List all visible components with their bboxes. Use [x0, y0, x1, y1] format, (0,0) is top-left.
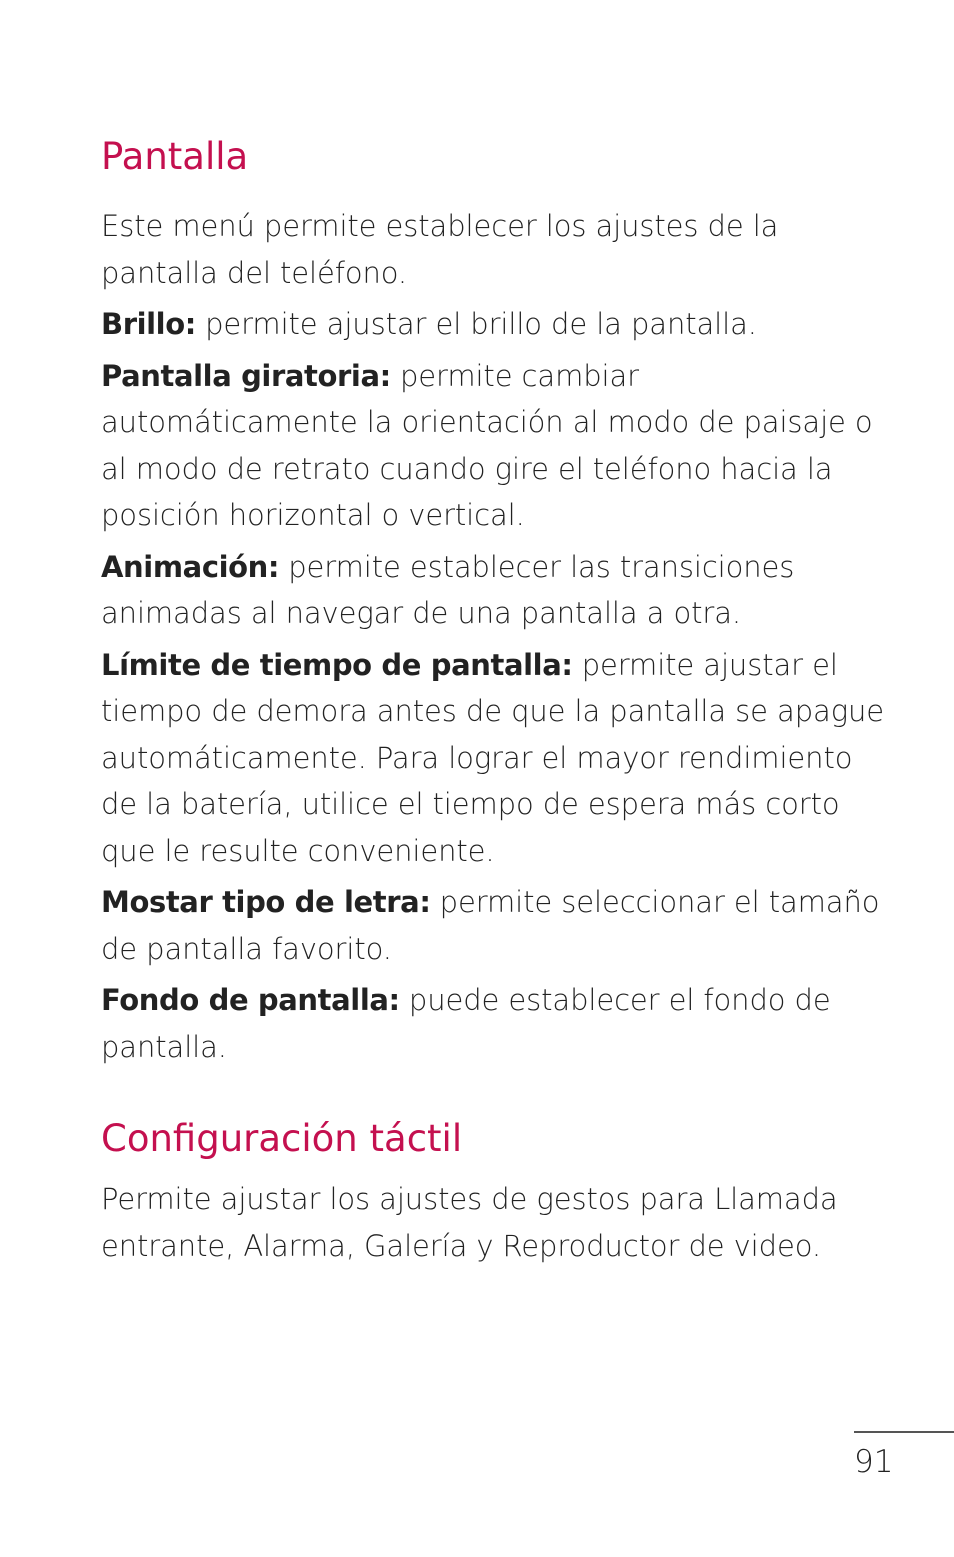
setting-term: Mostar tipo de letra: [101, 885, 431, 919]
setting-description: permite seleccionar el tamaño de pantalla favorito. [101, 885, 880, 966]
setting-item-pantalla-giratoria [101, 353, 891, 539]
setting-item-tipo-letra [101, 879, 891, 972]
section-intro-configuracion-tactil: Permite ajustar los ajustes de gestos para Llamada entrante, Alarma, Galería y Reproductor de video. [101, 1182, 838, 1263]
setting-term: Animación: [101, 549, 280, 584]
setting-term: Límite de tiempo de pantalla: [101, 647, 573, 682]
setting-term: Pantalla giratoria: [101, 358, 391, 393]
setting-description: puede establecer el fondo de pantalla. [101, 983, 831, 1064]
setting-item-animacion [101, 544, 891, 637]
section-title-pantalla: Pantalla [101, 135, 249, 178]
section-intro-pantalla: Este menú permite establecer los ajustes de la pantalla del teléfono. [101, 209, 779, 290]
page-number: 91 [854, 1444, 894, 1480]
footer-divider [854, 1431, 954, 1433]
setting-term: Brillo: [101, 307, 196, 341]
setting-description: permite ajustar el tiempo de demora antes de que la pantalla se apague automáticamente. Para lograr el mayor rendimiento de la batería, utilice el tiempo de espera más corto que le resulte conveniente. [101, 647, 885, 868]
setting-description: permite establecer las transiciones animadas al navegar de una pantalla a otra. [101, 549, 795, 630]
setting-term: Fondo de pantalla: [101, 983, 400, 1017]
page-content [101, 132, 891, 1269]
section-title-configuracion-tactil: Configuración táctil [101, 1117, 463, 1160]
setting-item-limite-tiempo [101, 642, 891, 875]
setting-item-brillo [101, 301, 891, 348]
setting-description: permite ajustar el brillo de la pantalla. [195, 307, 757, 341]
setting-item-fondo-pantalla [101, 977, 891, 1070]
setting-description: permite cambiar automáticamente la orientación al modo de paisaje o al modo de retrato cuando gire el teléfono hacia la posición horizontal o vertical. [101, 358, 873, 532]
